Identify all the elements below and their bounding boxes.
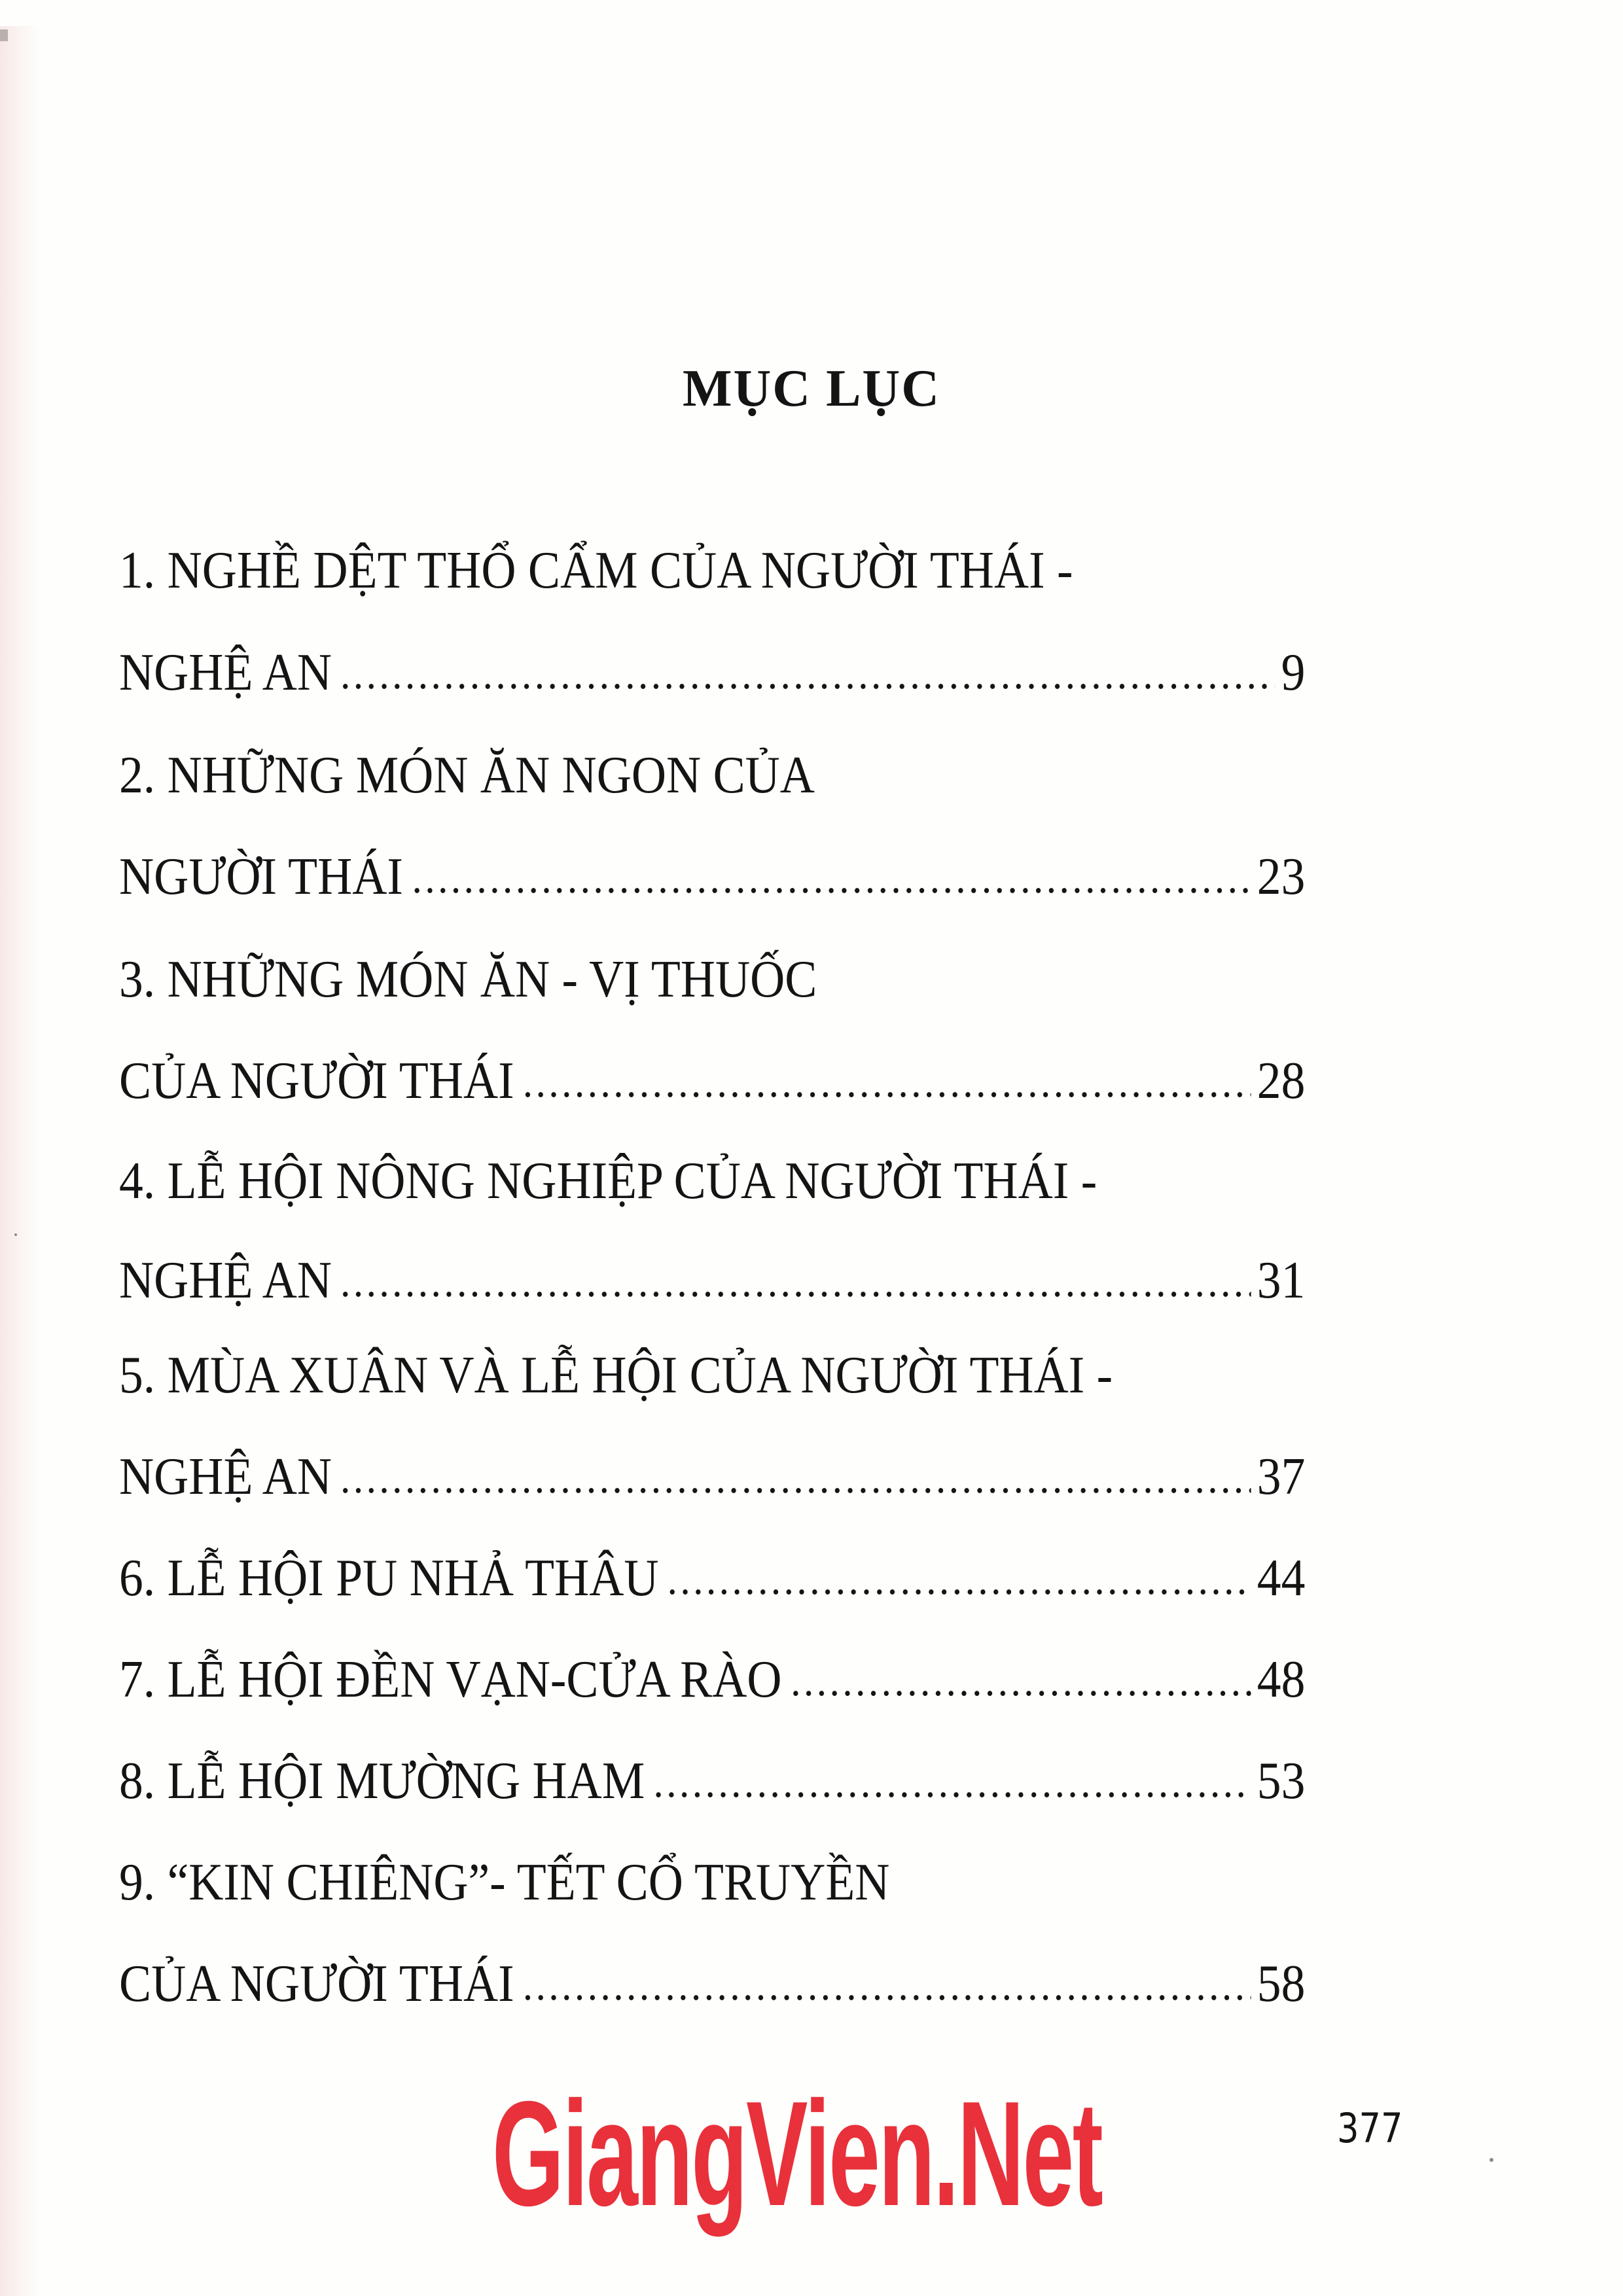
dot-leader [522, 1994, 1251, 2001]
dot-leader [339, 1291, 1251, 1298]
dot-leader [339, 683, 1275, 690]
toc-entry-5-line-2[interactable] [119, 1438, 1306, 1506]
toc-entry-title: NGƯỜI THÁI [119, 848, 403, 906]
toc-page-number: 23 [1257, 848, 1306, 906]
dot-leader [652, 1792, 1251, 1798]
toc-page-number: 58 [1257, 1955, 1306, 2013]
toc-entry-title: NGHỆ AN [119, 1448, 332, 1506]
toc-entry-1-line-2[interactable] [119, 633, 1305, 699]
toc-entry-2-line-1[interactable] [119, 736, 1305, 802]
toc-entry-4-line-1[interactable] [119, 1142, 1305, 1210]
dot-leader [666, 1589, 1251, 1595]
toc-page-number: 44 [1257, 1549, 1306, 1607]
toc-page-number: 9 [1281, 644, 1306, 701]
dot-leader [410, 887, 1251, 894]
toc-entry-title: NGHỆ AN [119, 1252, 332, 1309]
toc-entry-title: CỦA NGƯỜI THÁI [119, 1955, 514, 2013]
toc-entry-5-line-1[interactable] [119, 1336, 1305, 1402]
toc-page-number: 37 [1257, 1448, 1306, 1506]
scan-speck [14, 1233, 17, 1236]
toc-entry-title: 6. LỄ HỘI PU NHẢ THÂU [119, 1549, 659, 1607]
toc-entry-title: 4. LỄ HỘI NÔNG NGHIỆP CỦA NGƯỜI THÁI - [119, 1152, 1097, 1210]
dot-leader [339, 1487, 1251, 1494]
toc-entry-title: 1. NGHỀ DỆT THỔ CẨM CỦA NGƯỜI THÁI - [119, 542, 1073, 599]
toc-page-number: 53 [1257, 1752, 1306, 1810]
scan-edge-mark [0, 29, 8, 41]
toc-entry-8[interactable] [119, 1742, 1306, 1810]
scan-speck [1489, 2158, 1493, 2162]
toc-entry-1-line-1[interactable] [119, 531, 1305, 597]
toc-entry-6[interactable] [119, 1539, 1306, 1607]
toc-entry-9-line-2[interactable] [119, 1945, 1306, 2013]
page-title: MỤC LỤC [683, 359, 940, 417]
toc-entry-title: CỦA NGƯỜI THÁI [119, 1052, 514, 1110]
toc-entry-4-line-2[interactable] [119, 1241, 1305, 1307]
toc-entry-title: 3. NHỮNG MÓN ĂN - VỊ THUỐC [119, 951, 817, 1008]
toc-entry-3-line-2[interactable] [119, 1042, 1306, 1110]
toc-page-number: 28 [1257, 1052, 1306, 1110]
toc-page-number: 31 [1257, 1252, 1306, 1309]
toc-entry-title: 9. “KIN CHIÊNG”- TẾT CỔ TRUYỀN [119, 1854, 890, 1911]
toc-entry-title: 5. MÙA XUÂN VÀ LỄ HỘI CỦA NGƯỜI THÁI - [119, 1347, 1113, 1404]
page-number: 377 [1337, 2104, 1403, 2152]
dot-leader [522, 1091, 1251, 1098]
toc-entry-9-line-1[interactable] [119, 1843, 1305, 1909]
toc-entry-7[interactable] [119, 1640, 1305, 1706]
dot-leader [789, 1690, 1251, 1697]
toc-entry-title: NGHỆ AN [119, 644, 332, 701]
toc-entry-title: 2. NHỮNG MÓN ĂN NGON CỦA [119, 747, 815, 804]
toc-entry-title: 7. LỄ HỘI ĐỀN VẠN-CỬA RÀO [119, 1651, 782, 1708]
toc-page-number: 48 [1257, 1651, 1306, 1708]
toc-entry-2-line-2[interactable] [119, 838, 1306, 906]
toc-entry-title: 8. LỄ HỘI MƯỜNG HAM [119, 1752, 645, 1810]
toc-entry-3-line-1[interactable] [119, 940, 1305, 1006]
watermark-logo: GiangVien.Net [492, 2071, 1102, 2237]
